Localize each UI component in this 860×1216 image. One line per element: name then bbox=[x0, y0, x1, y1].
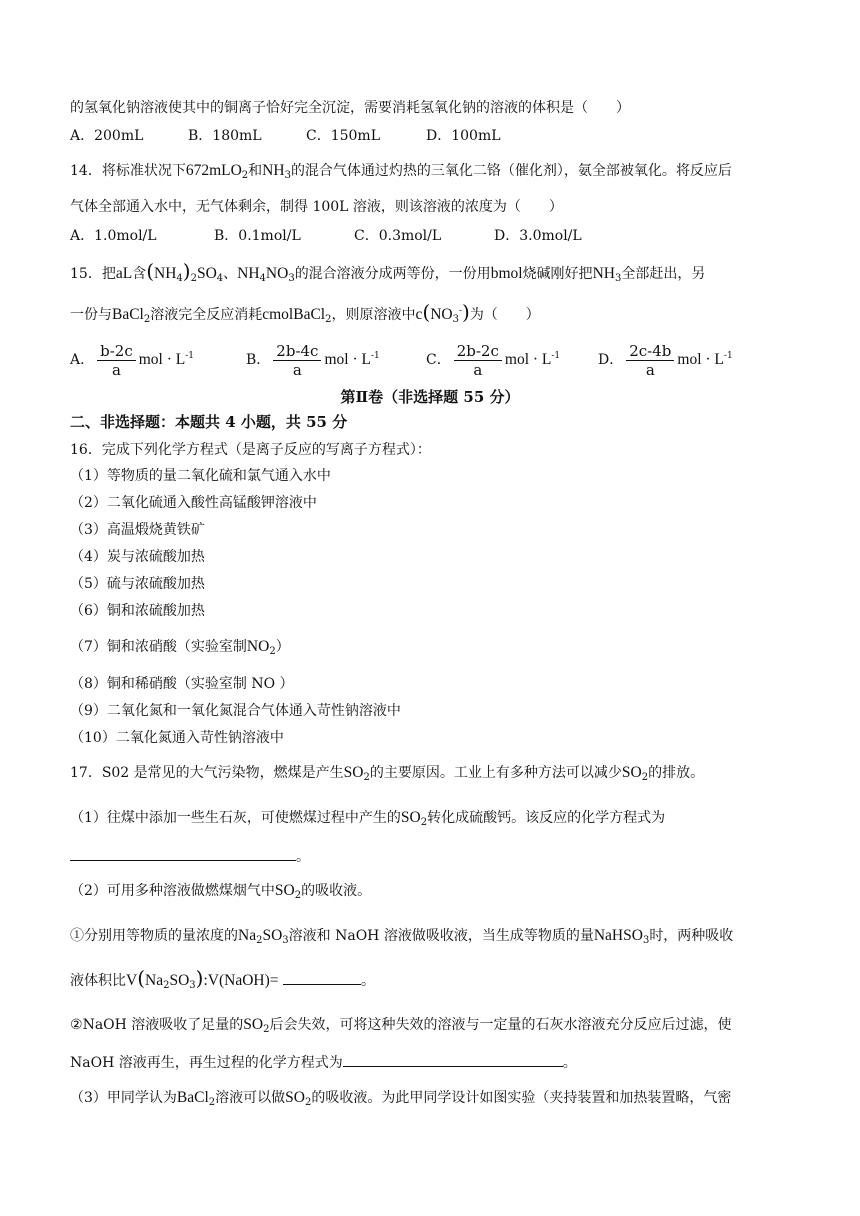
q14-stem-line1: 14．将标准状况下672mLO$_2$和$NH_3$的混合气体通过灼热的三氧化二铬（催化剂），氨全部被氧化。将反应后 bbox=[70, 162, 732, 181]
q17-sub1-line2: 液体积比$V(Na_2SO_3):V(NaOH)=$ 。 bbox=[70, 966, 375, 991]
q13-stem-tail: 的氢氧化钠溶液使其中的铜离子恰好完全沉淀，需要消耗氢氧化钠的溶液的体积是（ ） bbox=[70, 100, 630, 116]
q16-item-10: （10）二氧化氮通入苛性钠溶液中 bbox=[70, 730, 284, 746]
q14-option-c: C．0.3mol/L bbox=[354, 228, 442, 244]
q15-options bbox=[70, 340, 733, 380]
q16-item-5: （5）硫与浓硫酸加热 bbox=[70, 576, 205, 592]
q15-option-a: A． $\frac{b-2c}{a}$ mol · $L^{-1}$ bbox=[70, 341, 195, 379]
q13-option-d: D．100mL bbox=[426, 128, 501, 144]
q16-item-9: （9）二氧化氮和一氧化氮混合气体通入苛性钠溶液中 bbox=[70, 703, 401, 719]
q13-option-a: A．200mL bbox=[70, 128, 144, 144]
q17-sub1-line1: ①分别用等物质的量浓度的$Na_2SO_3$溶液和 NaOH 溶液做吸收液，当生成等物质的量NaHSO$_3$时，两种吸收 bbox=[70, 927, 734, 946]
q14-option-b: B．0.1mol/L bbox=[214, 228, 301, 244]
q15-option-c: C． $\frac{2b-2c}{a}$ mol · $L^{-1}$ bbox=[426, 341, 561, 379]
q13-option-b: B．180mL bbox=[188, 128, 262, 144]
answer-blank-3[interactable] bbox=[343, 1052, 563, 1067]
answer-blank-2[interactable] bbox=[283, 970, 361, 985]
q14-stem-line2: 气体全部通入水中，无气体剩余，制得 100L 溶液，则该溶液的浓度为（ ） bbox=[70, 199, 563, 215]
q16-item-4: （4）炭与浓硫酸加热 bbox=[70, 549, 205, 565]
q15-stem-line1: 15．把aL含$(NH_4)_2SO_4$、$NH_4NO_3$的混合溶液分成两等份，一份用bmol烧碱刚好把$NH_3$全部赶出，另 bbox=[70, 259, 706, 284]
q17-stem: 17．S02 是常见的大气污染物，燃煤是产生$SO_2$的主要原因。工业上有多种方法可以减少$SO_2$的排放。 bbox=[70, 764, 705, 783]
q14-option-d: D．3.0mol/L bbox=[494, 228, 582, 244]
q16-item-6: （6）铜和浓硫酸加热 bbox=[70, 603, 205, 619]
q16-stem: 16．完成下列化学方程式（是离子反应的写离子方程式）： bbox=[70, 442, 431, 458]
q17-part1: （1）往煤中添加一些生石灰，可使燃煤过程中产生的$SO_2$转化成硫酸钙。该反应的化学方程式为 bbox=[70, 809, 666, 828]
q17-part3: （3）甲同学认为BaCl$_2$溶液可以做$SO_2$的吸收液。为此甲同学设计如图实验（夹持装置和加热装置略，气密 bbox=[70, 1089, 732, 1108]
q16-item-2: （2）二氧化硫通入酸性高锰酸钾溶液中 bbox=[70, 495, 317, 511]
q17-sub2-line2: NaOH 溶液再生，再生过程的化学方程式为 。 bbox=[70, 1052, 577, 1073]
part2-title: 第Ⅱ卷（非选择题 55 分） bbox=[340, 388, 520, 406]
q15-stem-line2: 一份与BaCl$_2$溶液完全反应消耗cmolBaCl$_2$，则原溶液中$c(NO_3^-)$为（ ） bbox=[70, 300, 540, 325]
q17-sub2-line1: ②NaOH 溶液吸收了足量的$SO_2$后会失效，可将这种失效的溶液与一定量的石灰水溶液充分反应后过滤，使 bbox=[70, 1016, 732, 1035]
q15-option-d: D． $\frac{2c-4b}{a}$ mol · $L^{-1}$ bbox=[598, 341, 733, 379]
q17-part2: （2）可用多种溶液做燃煤烟气中$SO_2$的吸收液。 bbox=[70, 882, 372, 901]
q16-item-7: （7）铜和浓硝酸（实验室制$NO_2$） bbox=[70, 638, 290, 657]
q16-item-8: （8）铜和稀硝酸（实验室制 NO ） bbox=[70, 676, 294, 692]
q13-option-c: C．150mL bbox=[306, 128, 381, 144]
q14-option-a: A．1.0mol/L bbox=[70, 228, 157, 244]
q15-option-b: B． $\frac{2b-4c}{a}$ mol · $L^{-1}$ bbox=[246, 341, 380, 379]
q14-options bbox=[70, 226, 582, 246]
q17-part1-answer-line: 。 bbox=[70, 846, 310, 867]
q16-item-3: （3）高温煅烧黄铁矿 bbox=[70, 522, 205, 538]
q16-item-1: （1）等物质的量二氧化硫和氯气通入水中 bbox=[70, 468, 331, 484]
answer-blank-1[interactable] bbox=[70, 846, 296, 861]
q13-options bbox=[70, 126, 501, 146]
section2-heading: 二、非选择题：本题共 4 小题，共 55 分 bbox=[70, 413, 348, 431]
